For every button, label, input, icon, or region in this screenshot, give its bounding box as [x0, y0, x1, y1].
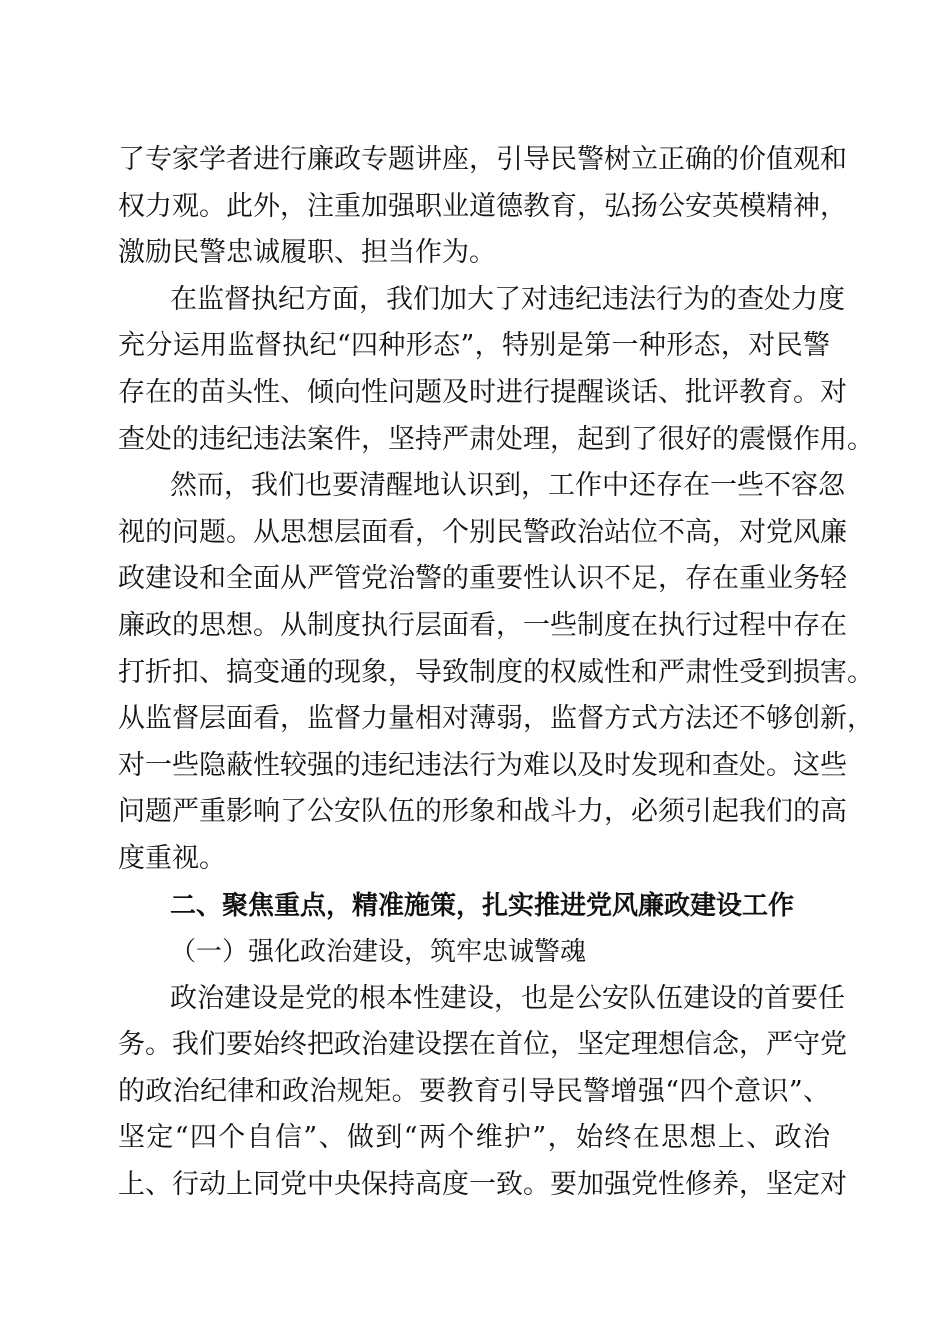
text-line: 打折扣、搞变通的现象，导致制度的权威性和严肃性受到损害。 [118, 656, 874, 688]
text-line: 视的问题。从思想层面看，个别民警政治站位不高，对党风廉 [118, 516, 847, 548]
text-line: 政建设和全面从严管党治警的重要性认识不足，存在重业务轻 [118, 563, 847, 595]
text-line: 在监督执纪方面，我们加大了对违纪违法行为的查处力度 [170, 283, 845, 315]
text-line: 从监督层面看，监督力量相对薄弱，监督方式方法还不够创新， [118, 703, 874, 735]
text-line: 问题严重影响了公安队伍的形象和战斗力，必须引起我们的高 [118, 796, 847, 828]
text-line: 的政治纪律和政治规矩。要教育引导民警增强“四个意识”、 [118, 1075, 830, 1107]
text-line: 对一些隐蔽性较强的违纪违法行为难以及时发现和查处。这些 [118, 749, 847, 781]
text-line: 了专家学者进行廉政专题讲座，引导民警树立正确的价值观和 [118, 144, 847, 175]
text-line: 激励民警忠诚履职、担当作为。 [118, 237, 496, 269]
text-line: 存在的苗头性、倾向性问题及时进行提醒谈话、批评教育。对 [118, 376, 847, 408]
text-line: 然而，我们也要清醒地认识到，工作中还存在一些不容忽 [170, 470, 845, 502]
text-line: 查处的违纪违法案件，坚持严肃处理，起到了很好的震慑作用。 [118, 423, 874, 455]
paragraph-2 [118, 277, 874, 463]
paragraph-4 [118, 976, 847, 1209]
text-line: 上、行动上同党中央保持高度一致。要加强党性修养，坚定对 [118, 1169, 847, 1201]
document-page [118, 137, 874, 1209]
paragraph-1 [118, 137, 847, 277]
text-line: 政治建设是党的根本性建设，也是公安队伍建设的首要任 [170, 982, 845, 1014]
text-line: 权力观。此外，注重加强职业道德教育，弘扬公安英模精神， [118, 190, 847, 222]
text-line: 充分运用监督执纪“四种形态”，特别是第一种形态，对民警 [118, 330, 830, 362]
text-line: 廉政的思想。从制度执行层面看，一些制度在执行过程中存在 [118, 609, 847, 641]
text-line: 坚定“四个自信”、做到“两个维护”，始终在思想上、政治 [118, 1122, 830, 1154]
text-line: 度重视。 [118, 842, 226, 874]
section-heading: 二、聚焦重点，精准施策，扎实推进党风廉政建设工作 [170, 890, 795, 921]
text-line: 务。我们要始终把政治建设摆在首位，坚定理想信念，严守党 [118, 1029, 847, 1061]
subsection-heading: （一）强化政治建设，筑牢忠诚警魂 [170, 937, 587, 968]
paragraph-3 [118, 463, 874, 882]
